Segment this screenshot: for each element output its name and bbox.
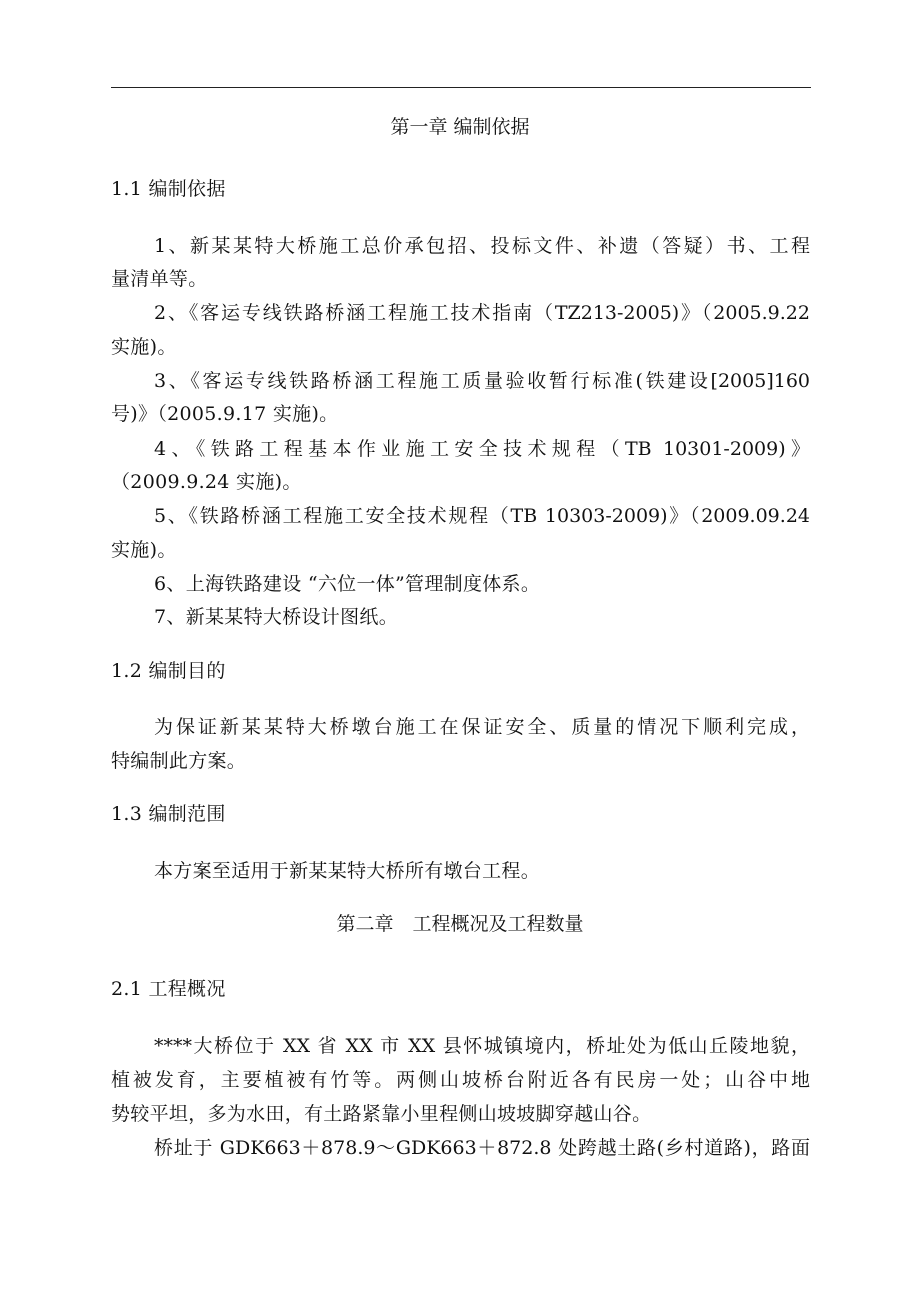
section-1-1-heading: 1.1 编制依据 (111, 178, 226, 200)
basis-item-2-line-2: 实施)。 (111, 336, 177, 358)
purpose-line-2: 特编制此方案。 (111, 750, 247, 772)
section-1-2-heading: 1.2 编制目的 (111, 660, 226, 682)
overview-p1-line-3: 势较平坦，多为水田，有土路紧靠小里程侧山坡坡脚穿越山谷。 (111, 1103, 652, 1125)
header-rule (111, 87, 811, 88)
basis-item-5-line-2: 实施)。 (111, 539, 177, 561)
basis-item-2-line-1: 2、《客运专线铁路桥涵工程施工技术指南（TZ213-2005)》（2005.9.22 (154, 302, 810, 324)
basis-item-1-line-1: 1、新某某特大桥施工总价承包招、投标文件、补遗（答疑）书、工程 (154, 235, 810, 257)
basis-item-3-line-1: 3、《客运专线铁路桥涵工程施工质量验收暂行标准(铁建设[2005]160 (154, 370, 810, 392)
basis-item-4-line-2: （2009.9.24 实施)。 (111, 471, 302, 493)
section-2-1-heading: 2.1 工程概况 (111, 978, 226, 1000)
basis-item-5-line-1: 5、《铁路桥涵工程施工安全技术规程（TB 10303-2009)》（2009.09.24 (154, 505, 810, 527)
overview-p1-line-2: 植被发育，主要植被有竹等。两侧山坡桥台附近各有民房一处；山谷中地 (111, 1069, 810, 1091)
basis-item-6: 6、上海铁路建设 “六位一体”管理制度体系。 (154, 573, 541, 595)
purpose-line-1: 为保证新某某特大桥墩台施工在保证安全、质量的情况下顺利完成， (154, 716, 810, 738)
section-1-3-heading: 1.3 编制范围 (111, 803, 226, 825)
overview-p2-line-1: 桥址于 GDK663＋878.9～GDK663＋872.8 处跨越土路(乡村道路)，路面 (154, 1137, 810, 1159)
basis-item-3-line-2: 号)》（2005.9.17 实施)。 (111, 403, 339, 425)
basis-item-4-line-1: 4、《铁路工程基本作业施工安全技术规程（TB 10301-2009)》 (154, 438, 810, 460)
chapter-1-title: 第一章 编制依据 (390, 116, 530, 138)
basis-item-1-line-2: 量清单等。 (111, 268, 208, 290)
overview-p1-line-1: ****大桥位于 XX 省 XX 市 XX 县怀城镇境内，桥址处为低山丘陵地貌， (154, 1035, 810, 1057)
scope-line: 本方案至适用于新某某特大桥所有墩台工程。 (154, 860, 541, 882)
basis-item-7: 7、新某某特大桥设计图纸。 (154, 606, 398, 628)
chapter-2-title: 第二章 工程概况及工程数量 (336, 913, 584, 935)
